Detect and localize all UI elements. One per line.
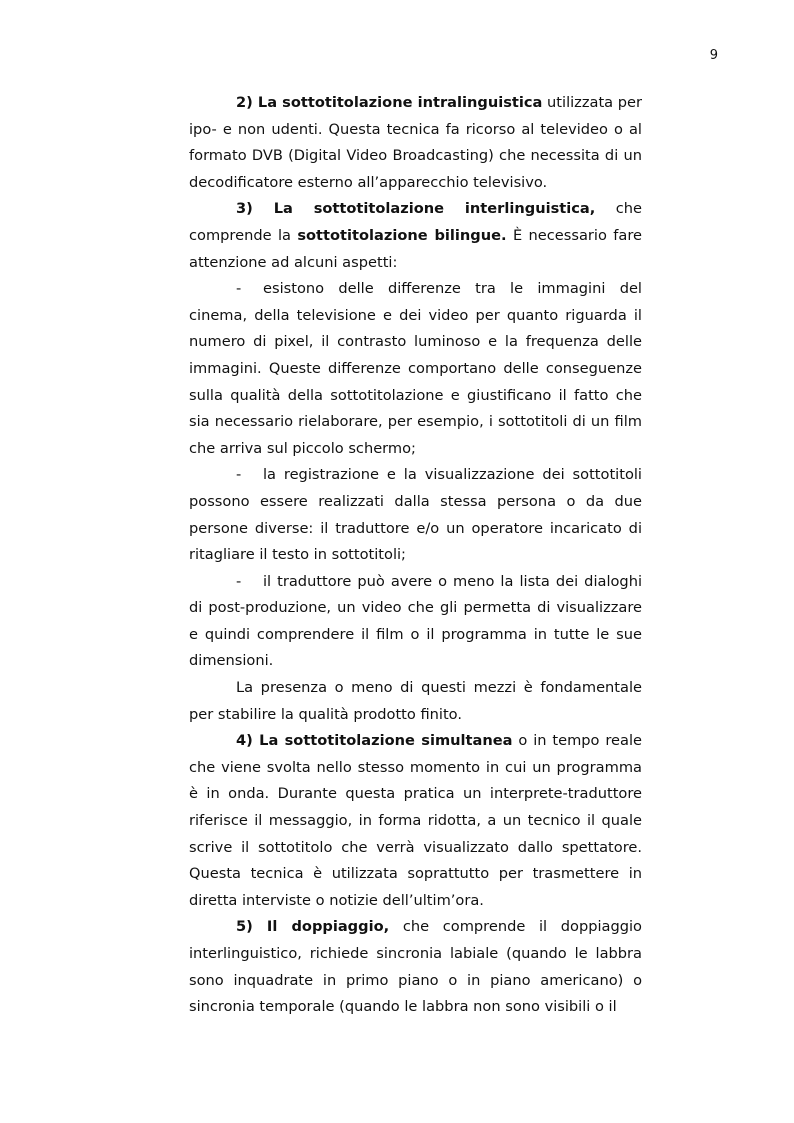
dash-bullet: - [236,572,242,590]
list-item-text: la registrazione e la visualizzazione dei sottotitoli possono essere realizzati dalla stessa persona o da due persone diverse: il traduttore e/o un operatore incaricato di ritagliare il testo in sottotitoli; [189,466,642,564]
heading-dubbing: 5) Il doppiaggio, [236,918,390,936]
paragraph-closing-remark: La presenza o meno di questi mezzi è fondamentale per stabilire la qualità prodotto finito. [189,679,642,723]
page-number: 9 [709,48,718,63]
paragraph-text: che comprende la [189,200,643,244]
heading-intralinguistic-subtitling: 2) La sottotitolazione intralinguistica [236,94,543,111]
aspects-list [189,276,642,675]
paragraph-interlinguistic-subtitling [189,196,642,276]
paragraph-text: utilizzata per ipo- e non udenti. Questa tecnica fa ricorso al televideo o al formato DVB (Digital Video Broadcasting) che necessita di un decodificatore esterno all’apparecchio televisivo. [189,94,642,191]
dash-bullet: - [236,466,242,484]
paragraph-text: o in tempo reale che viene svolta nello stesso momento in cui un programma è in onda. Durante questa pratica un interprete-traduttore riferisce il messaggio, in forma ridotta, a un tecnico il quale scrive il sottotitolo che verrà visualizzato dallo spettatore. Questa tecnica è utilizzata soprattutto per trasmettere in diretta interviste o notizie dell’ultim’ora. [189,732,642,909]
paragraph-text: È necessario fare attenzione ad alcuni aspetti: [189,226,642,271]
list-item-text: esistono delle differenze tra le immagini del cinema, della televisione e dei video per quanto riguarda il numero di pixel, il contrasto luminoso e la frequenza delle immagini. Queste differenze comportano delle conseguenze sulla qualità della sottotitolazione e giustificano il fatto che sia necessario rielaborare, per esempio, i sottotitoli di un film che arriva sul piccolo schermo; [189,280,642,457]
document-body [189,90,642,1021]
list-item-text: il traduttore può avere o meno la lista dei dialoghi di post-produzione, un video che gli permetta di visualizzare e quindi comprendere il film o il programma in tutte le sue dimensioni. [189,572,642,670]
list-item [189,276,642,462]
bold-term-bilingual-subtitling: sottotitolazione bilingue. [297,226,507,244]
paragraph-simultaneous-subtitling [189,728,642,914]
paragraph-text: che comprende il doppiaggio interlinguistico, richiede sincronia labiale (quando le labbra sono inquadrate in primo piano o in piano americano) o sincronia temporale (quando le labbra non sono visibili o il [189,918,642,1016]
heading-simultaneous-subtitling: 4) La sottotitolazione simultanea [236,732,513,750]
paragraph-dubbing [189,914,642,1020]
dash-bullet: - [236,280,242,298]
heading-interlinguistic-subtitling: 3) La sottotitolazione interlinguistica, [236,200,596,218]
paragraph-intralinguistic-subtitling [189,90,642,196]
list-item [189,569,642,675]
list-item [189,462,642,568]
